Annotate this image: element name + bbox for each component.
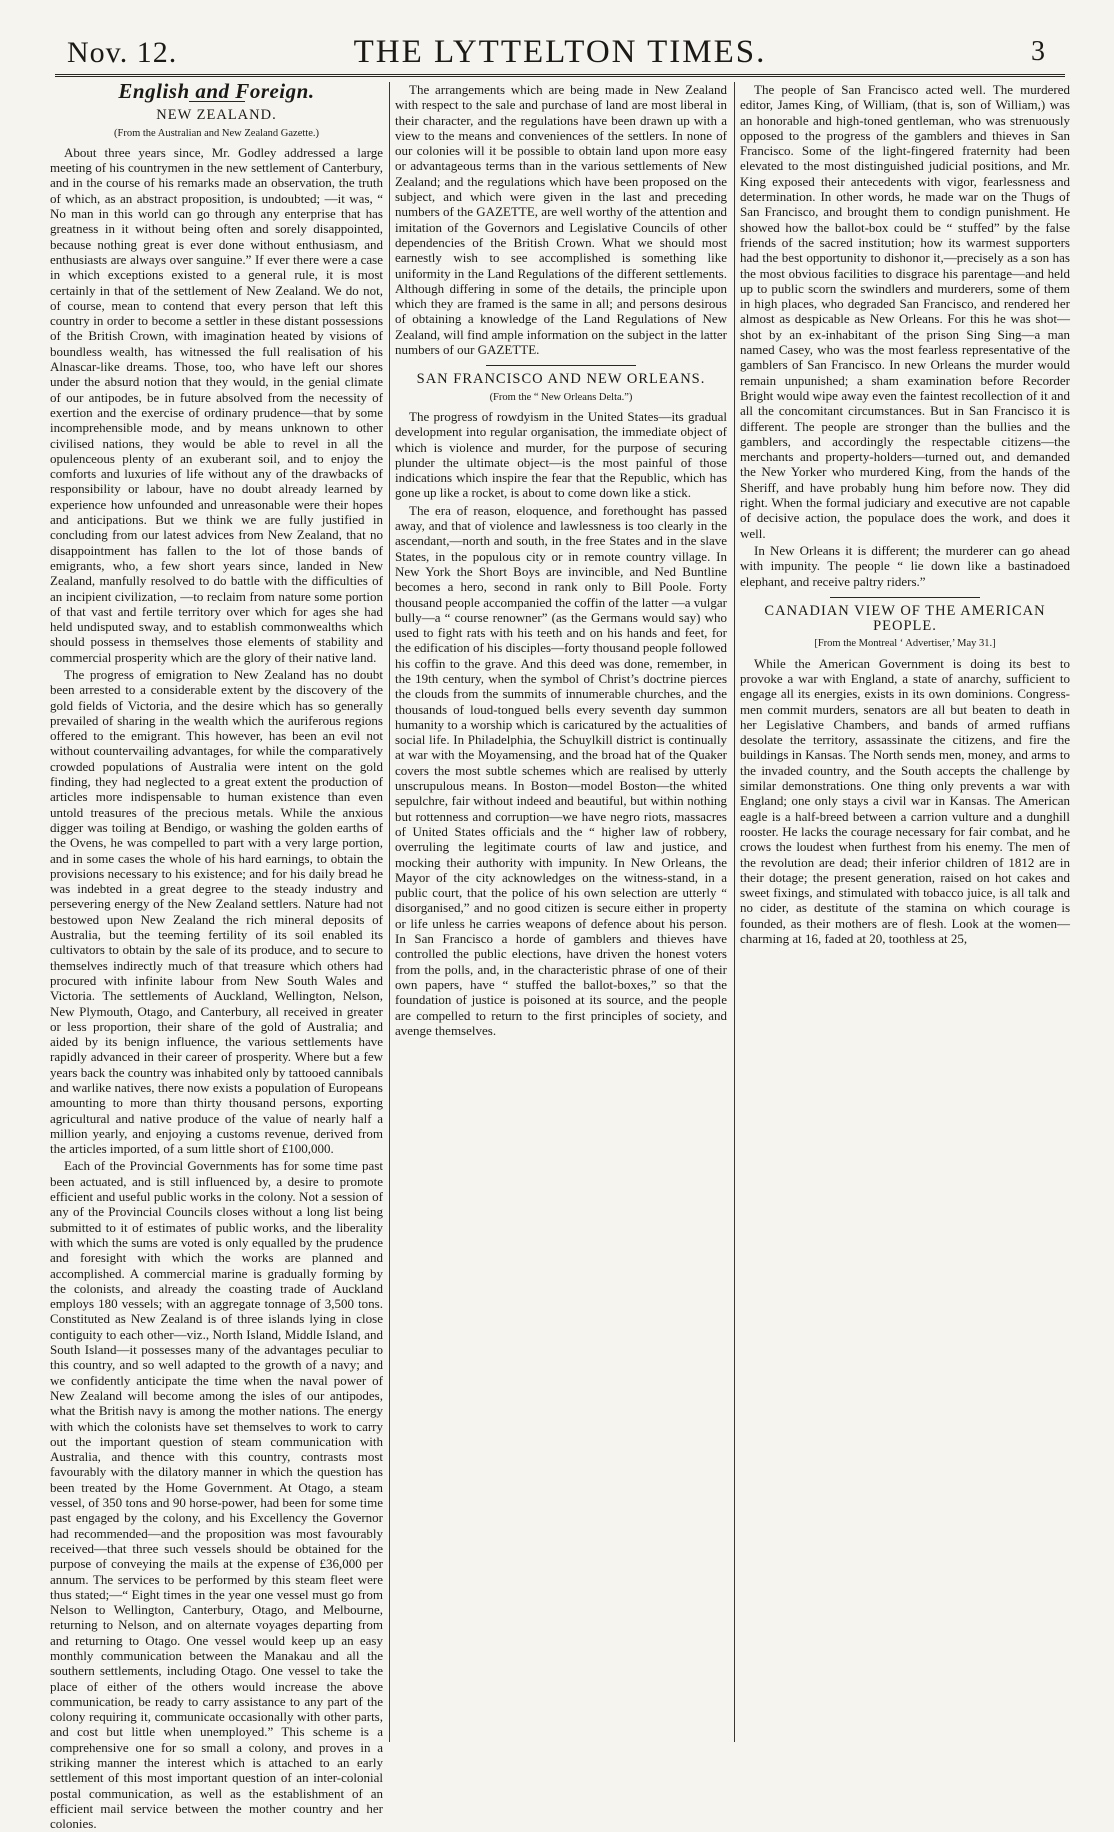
article-heading: CANADIAN VIEW OF THE AMERICAN PEOPLE. bbox=[764, 602, 1046, 635]
article-paragraph: While the American Government is doing its best to provoke a war with England, a state of anarchy, sufficient to engage all its energies, exists in its own dominions. Congress-men commit murders, senators are all but beaten to death in her Legislative Chambers, and bands of armed ruffians desolate the territory, assassinate the citizens, and fire the buildings in Kansas. The North sends men, money, and arms to the invaded country, and the South accepts the challenge by similar demonstrations. One thing only prevents a war with England; one only stays a civil war in Kansas. The American eagle is a half-breed between a carrion vulture and a dunghill rooster. He lacks the courage necessary for fair combat, and he crows the loudest when furthest from his enemy. The men of the revolution are dead; their inferior children of 1812 are in their dotage; the present generation, raised on hot cakes and sweet fixings, and stimulated with tobacco juice, is all talk and no cider, as destitute of the stamina on which courage is founded, as their mothers are of flesh. Look at the women—charming at 16, faded at 20, toothless at 25, bbox=[740, 655, 1070, 947]
article-paragraph: The progress of rowdyism in the United States—its gradual development into regular organisation, the immediate object of which is violence and murder, for the purpose of securing plunder the ultimate object—is the most painful of those indications which inspire the fear that the Republic, which has gone up like a rocket, is about to come down like a stick. bbox=[395, 408, 727, 501]
section-title: English and Foreign. bbox=[118, 79, 315, 103]
article-divider bbox=[486, 365, 636, 366]
article-paragraph: The people of San Francisco acted well. The murdered editor, James King, of William, (that is, son of William,) was an honorable and high-toned gentleman, who was strenuously opposed to the progress of the gamblers and thieves in San Francisco. Some of the light-fingered fraternity had been elevated to the most distinguished judicial positions, and Mr. King exposed their antecedents with vigor, fearlessness and determination. In other words, he made war on the Thugs of San Francisco, and brought them to condign punishment. He showed how the ballot-box could be “ stuffed” by the false friends of the sacred institution; how its warmest supporters had the best opportunity to dishonor it,—precisely as a son has the most obvious facilities to disgrace his parentage—and held up to public scorn the swindlers and murderers, some of them in high places, who degraded San Francisco, and rendered her almost as despicable as New Orleans. For this he was shot—shot by an ex-inhabitant of the prison Sing Sing—a man named Casey, who was the most fearless representative of the gamblers of San Francisco. In new Orleans the murder would remain unpunished; a sham examination before Recorder Bright would wipe away even the faintest recollection of it and all the concomitant circumstances. But in San Francisco it is different. The people are stronger than the bullies and the gamblers, and accordingly the respectable citizens—the merchants and property-holders—turned out, and demanded the New Yorker who murdered King, from the hands of the Sheriff, and have probably hung him before now. They did right. When the formal judiciary and executive are not capable of decisive action, the populace does the work, and does it well. bbox=[740, 82, 1070, 541]
article-paragraph: The arrangements which are being made in New Zealand with respect to the sale and purchase of land are most liberal in their character, and the regulations have been drawn up with a view to the means and conveniences of the settlers. In none of our colonies will it be possible to obtain land upon more easy or advantageous terms than in the various settlements of New Zealand; and the regulations which have been proposed on the subject, and which were given in the last and preceding numbers of the GAZETTE, are well worthy of the attention and imitation of the Governors and Legislative Councils of other dependencies of the British Crown. What we should most earnestly wish to see accomplished is something like uniformity in the Land Regulations of the different settlements. Although differing in some of the details, the principle upon which they are framed is the same in all; and persons desirous of obtaining a knowledge of the Land Regulations of New Zealand, will find ample information on the subject in the latter numbers of our GAZETTE. bbox=[395, 82, 727, 358]
article-heading: NEW ZEALAND. bbox=[156, 107, 277, 124]
article-paragraph: In New Orleans it is different; the murderer can go ahead with impunity. The people “ lie down like a bastinadoed elephant, and receive paltry riders.” bbox=[740, 542, 1070, 589]
column-2 bbox=[395, 82, 727, 1742]
article-heading: SAN FRANCISCO AND NEW ORLEANS. bbox=[416, 371, 706, 388]
column-1 bbox=[50, 79, 383, 1832]
masthead bbox=[55, 28, 1065, 74]
article-source: (From the Australian and New Zealand Gazette.) bbox=[114, 127, 319, 139]
column-divider bbox=[734, 82, 735, 1742]
column-divider bbox=[389, 82, 390, 1742]
article-paragraph: The progress of emigration to New Zealand has no doubt been arrested to a considerable extent by the discovery of the gold fields of Victoria, and the desire which has so generally prevailed of sharing in the wealth which the auriferous regions offered to the emigrant. This however, has been an evil not without countervailing advantages, for while the comparatively crowded populations of Australia were intent on the gold finding, they had neglected to a great extent the production of articles more indispensable to human existence than even untold treasures of the precious metals. While the anxious digger was toiling at Bendigo, or washing the golden earths of the Ovens, he was compelled to part with a very large portion, and in some cases the whole of his hard earnings, to obtain the provisions necessary to his existence; and for his daily bread he was indebted in a great degree to the steady industry and persevering energy of the New Zealand settlers. Nature had not bestowed upon New Zealand the rich mineral deposits of Australia, but the teeming fertility of its soil enabled its cultivators to obtain by the sale of its produce, and to secure to themselves indirectly much of that treasure which others had procured with infinite labour from New South Wales and Victoria. The settlements of Auckland, Wellington, Nelson, New Plymouth, Otago, and Canterbury, all received in greater or less proportion, their share of the gold of Australia; and aided by its benign influence, the various settlements have rapidly advanced in their career of prosperity. Where but a few years back the country was inhabited only by tattooed cannibals and warlike natives, there now exists a population of Europeans amounting to more than thirty thousand persons, exporting agricultural and native produce of the value of nearly half a million yearly, and enjoying a customs revenue, derived from the articles imported, of a sum little short of £100,000. bbox=[50, 666, 383, 1157]
column-3 bbox=[740, 82, 1070, 1742]
article-paragraph: The era of reason, eloquence, and forethought has passed away, and that of violence and lawlessness is too clearly in the ascendant,—north and south, in the free States and in the slave States, in the populous city or in remote country village. In New York the Short Boys are invincible, and Ned Buntline becomes a hero, second in rank only to Bill Poole. Forty thousand people accompanied the coffin of the latter —a vulgar bully—a “ course renowner” (as the Germans would say) who used to fight rats with his teeth and on his hands and feet, for the edification of his disciples—forty thousand people followed his coffin to the grave. And this deed was done, remember, in the 19th century, when the symbol of Christ’s doctrine pierces the clouds from the summits of innumerable churches, and the thousands of loud-tongued bells every seventh day summon humanity to a worship which is caricatured by the actualities of social life. In Philadelphia, the Schuylkill district is continually at war with the Moyamensing, and the broad hat of the Quaker covers the most subtle schemes which are realised by utterly unscrupulous means. In Boston—model Boston—the whited sepulchre, fair without indeed and beautiful, but within nothing but rottenness and corruption—we have negro riots, massacres of United States officials and the “ higher law of robbery, overruling the legitimate courts of law and justice, and mocking their authority with impunity. In New Orleans, the Mayor of the city acknowledges on the witness-stand, in a public court, that the police of his own selection are utterly “ disorganised,” and no good citizen is secure either in property or life unless he carries weapons of defence about his person. In San Francisco a horde of gamblers and thieves have controlled the public elections, have driven the honest voters from the polls, and, in the characteristic phrase of one of their own papers, have “ stuffed the ballot-boxes,” so that the foundation of justice is poisoned at its source, and the people are compelled to return to the first principles of society, and avenge themselves. bbox=[395, 502, 727, 1038]
newspaper-title: THE LYTTELTON TIMES. bbox=[353, 34, 767, 70]
issue-date: Nov. 12. bbox=[67, 36, 178, 69]
article-source: (From the “ New Orleans Delta.”) bbox=[489, 391, 633, 403]
article-divider bbox=[830, 597, 980, 598]
article-paragraph: About three years since, Mr. Godley addressed a large meeting of his countrymen in the new settlement of Canterbury, and in the course of his remarks made an observation, the truth of which, as an abstract proposition, is undoubted; —it was, “ No man in this world can go through any enterprise that has greatness in it without being often and sorely disappointed, because nothing great is ever done without enthusiasm, and enthusiasts are always over sanguine.” If ever there were a case in which exceptions existed to a general rule, it is most certainly in that of the settlement of New Zealand. We do not, of course, mean to contend that every person that left this country in order to become a settler in these distant possessions of the British Crown, with imagination heated by visions of boundless wealth, has witnessed the full realisation of his Alnascar-like dreams. Those, too, who have left our shores under the absurd notion that they would, in the genial climate of our antipodes, be in future absolved from the necessity of exertion and the exercise of ordinary prudence—that by some incomprehensible mode, and by means unknown to other civilised nations, they would be able to revel in all the opulenceous plenty of an exuberant soil, and to enjoy the comforts and luxuries of life without any of the drawbacks of responsibility or labour, have no doubt already learned by experience how unfounded and unreasonable were their hopes and anticipations. But we think we are fully justified in concluding from our latest advices from New Zealand, that no disappointment has fallen to the lot of those bands of emigrants, who, a few short years since, landed in New Zealand, manfully resolved to do battle with the difficulties of an incipient civilization, —to reclaim from nature some portion of that vast and fertile territory over which for ages she had held undisputed sway, and to establish commonwealths which should possess in themselves those elements of stability and commercial prosperity which are the glory of their native land. bbox=[50, 144, 383, 665]
masthead-rule bbox=[55, 74, 1065, 77]
article-source: [From the Montreal ‘ Advertiser,’ May 31.] bbox=[814, 638, 996, 650]
article-paragraph: Each of the Provincial Governments has for some time past been actuated, and is still influenced by, a desire to promote efficient and useful public works in the colony. Not a session of any of the Provincial Councils closes without a long list being submitted to it of estimates of public works, and the liberality with which the sums are voted is only equalled by the prudence and foresight with which the works are planned and accomplished. A commercial marine is gradually forming by the colonists, and already the coasting trade of Auckland employs 180 vessels; with an aggregate tonnage of 3,500 tons. Constituted as New Zealand is of three islands lying in close contiguity to each other—viz., North Island, Middle Island, and South Island—it possesses many of the advantages peculiar to this country, and so well adapted to the growth of a navy; and we confidently anticipate the time when the naval power of New Zealand will become among the isles of our antipodes, what the British navy is among the mother nations. The energy with which the colonists have set themselves to work to carry out the important question of steam communication with Australia, and thence with this country, contrasts most favourably with the dilatory manner in which the question has been treated by the Home Government. At Otago, a steam vessel, of 350 tons and 90 horse-power, had been for some time past engaged by the colony, and his Excellency the Governor had recommended—and the proposition was most favourably received—that three such vessels should be obtained for the purpose of conveying the mails at the expense of £36,000 per annum. The services to be performed by this steam fleet were thus stated;—“ Eight times in the year one vessel must go from Nelson to Wellington, Canterbury, Otago, and Melbourne, returning to Nelson, and on alternate voyages departing from and returning to Otago. One vessel would keep up an easy monthly communication between the Manakau and all the southern settlements, including Otago. One vessel to take the place of either of the others would increase the above communication, be ready to carry assistance to any part of the colony requiring it, communicate occasionally with other parts, and cost but little when unemployed.” This scheme is a comprehensive one for so small a colony, and proves in a striking manner the interest which is attached to an early settlement of this most important question of an inter-colonial postal communication, as well as the establishment of an efficient mail service between the mother country and her colonies. bbox=[50, 1158, 383, 1832]
page-number: 3 bbox=[1031, 36, 1045, 67]
